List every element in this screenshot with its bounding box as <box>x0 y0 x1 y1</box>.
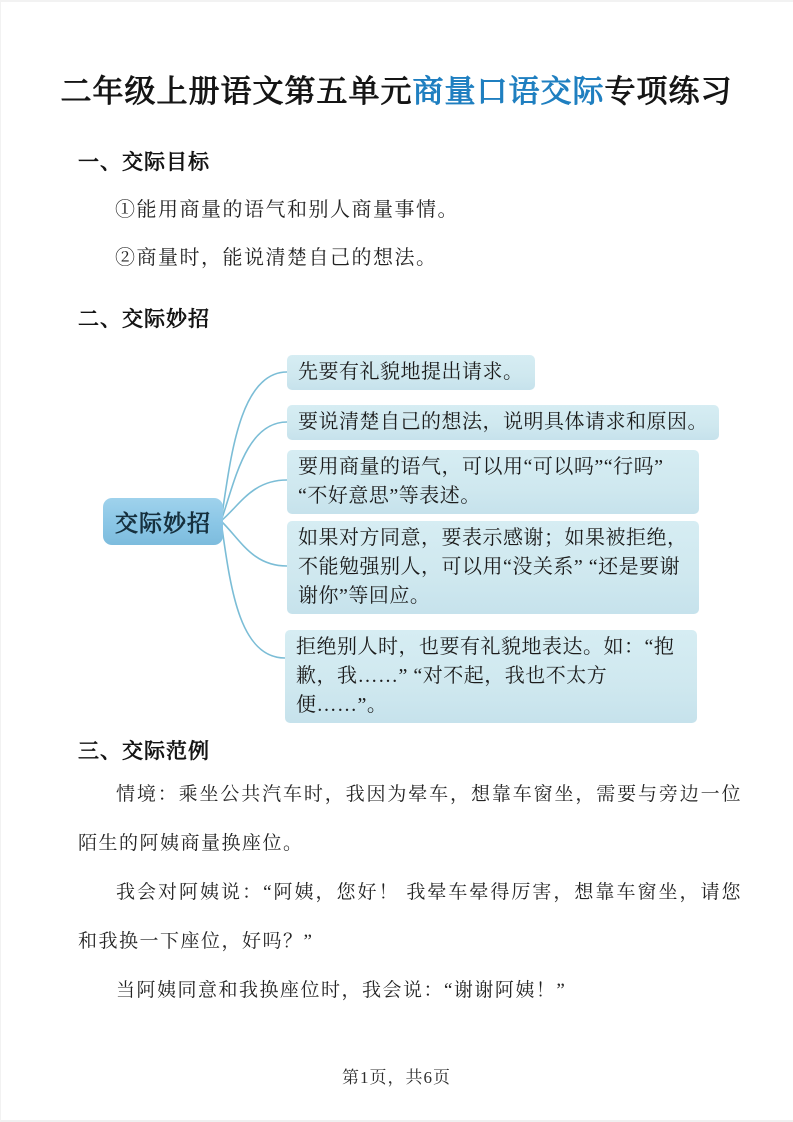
goal-item-1: ①能用商量的语气和别人商量事情。 <box>115 199 459 221</box>
mindmap-branch-2: 要说清楚自己的想法，说明具体请求和原因。 <box>287 405 719 440</box>
mindmap-branch-1: 先要有礼貌地提出请求。 <box>287 355 535 390</box>
example-paragraph-request: 我会对阿姨说：“阿姨，您好！ 我晕车晕得厉害，想靠车窗坐，请您和我换一下座位，好吗？” <box>78 882 742 952</box>
mindmap-root-node: 交际妙招 <box>103 498 223 545</box>
mindmap-branch-5: 拒绝别人时，也要有礼貌地表达。如：“抱歉，我……” “对不起，我也不太方便……”。 <box>285 630 697 723</box>
mindmap-branch-4: 如果对方同意，要表示感谢；如果被拒绝，不能勉强别人，可以用“没关系” “还是要谢谢你”等回应。 <box>287 521 699 614</box>
title-text-left: 二年级上册语文第五单元 <box>60 74 413 109</box>
page-number-footer: 第1页，共6页 <box>342 1068 451 1087</box>
title-text-highlight: 商量口语交际 <box>412 74 605 109</box>
title-text-right: 专项练习 <box>604 74 733 109</box>
example-paragraph-situation: 情境：乘坐公共汽车时，我因为晕车，想靠车窗坐，需要与旁边一位陌生的阿姨商量换座位。 <box>78 784 742 854</box>
example-dialogue-block <box>78 770 742 1015</box>
goal-item-2: ②商量时，能说清楚自己的想法。 <box>115 247 438 269</box>
section-heading-goals: 一、交际目标 <box>78 150 210 174</box>
tips-mindmap-diagram <box>0 345 793 716</box>
section-heading-tips: 二、交际妙招 <box>78 307 210 331</box>
section-heading-example: 三、交际范例 <box>78 739 210 763</box>
page-title <box>0 72 793 112</box>
mindmap-branch-3: 要用商量的语气，可以用“可以吗”“行吗” “不好意思”等表述。 <box>287 450 699 514</box>
example-paragraph-thanks: 当阿姨同意和我换座位时，我会说：“谢谢阿姨！” <box>116 980 567 1001</box>
